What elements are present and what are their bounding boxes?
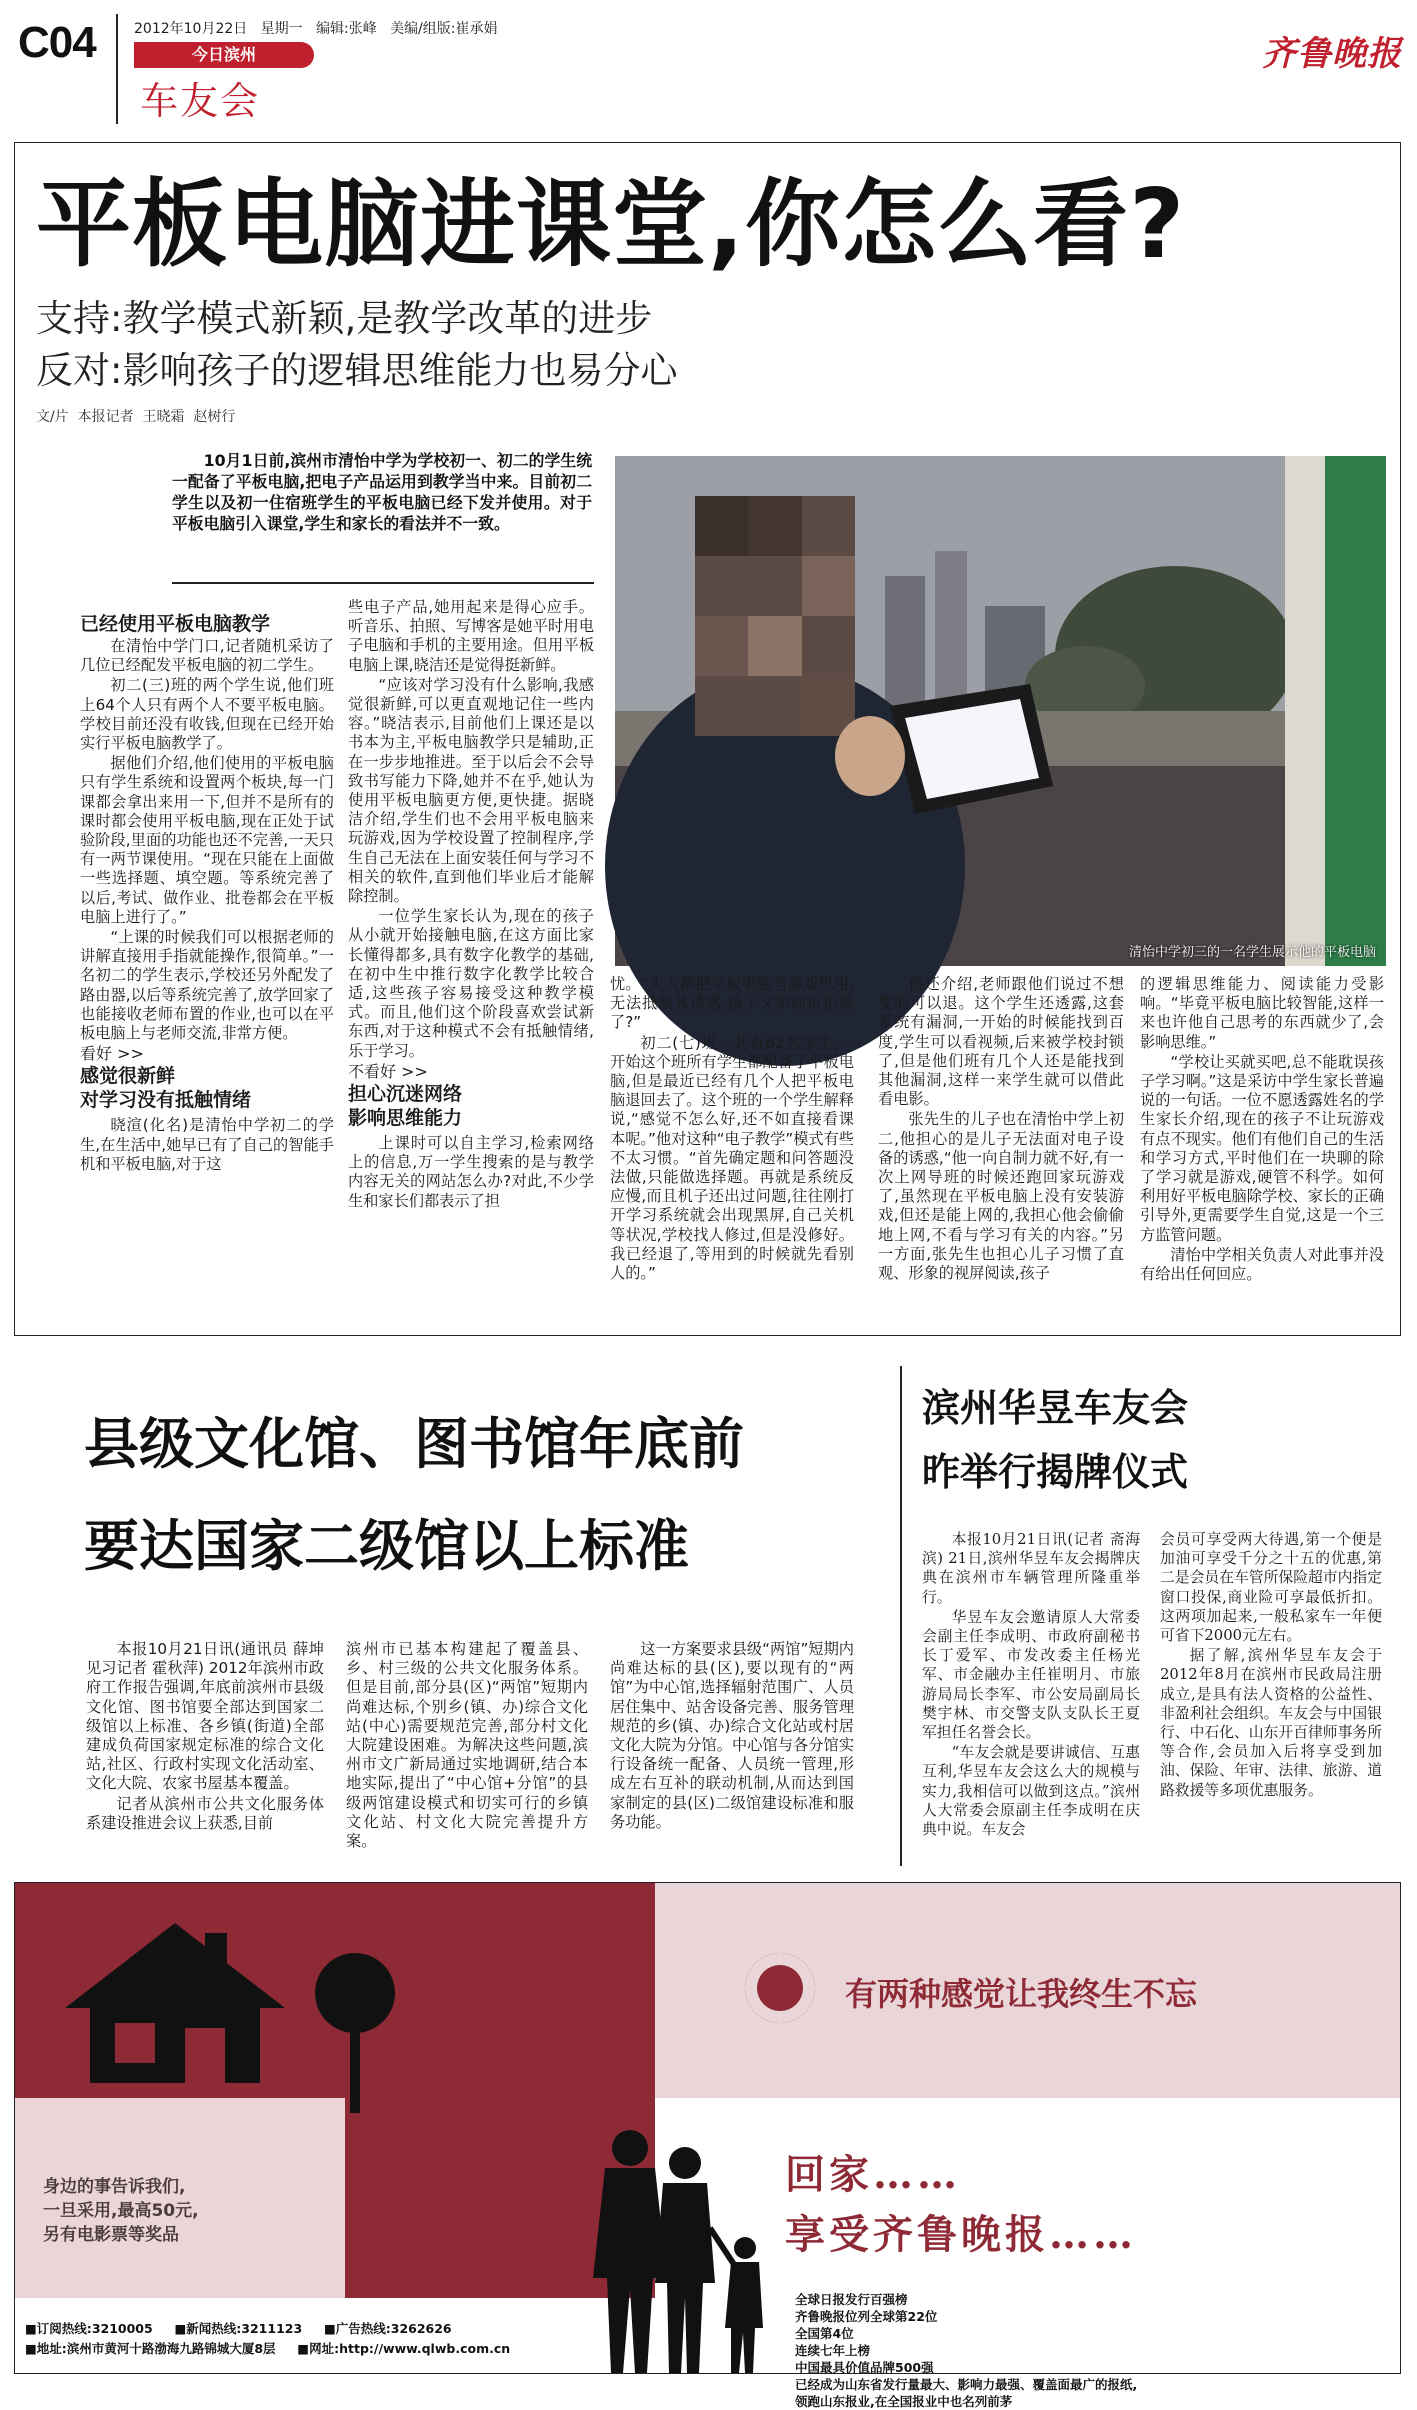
story-tablet-headline: 平板电脑进课堂,你怎么看?: [36, 170, 1186, 280]
subhead-already-using: 已经使用平板电脑教学: [80, 613, 271, 635]
hotline-ads-label: ■广告热线:: [323, 2321, 391, 2336]
story-tablet-col-1: [80, 612, 334, 1175]
paragraph: 这一方案要求县级“两馆”短期内尚难达标的县(区),要以现有的“两馆”为中心馆,选择辐射范围广、人员居住集中、站舍设备完善、服务管理规范的乡(镇、办)综合文化站或村居文化大院为分馆。中心馆与各分馆实行设备统一配备、人员统一管理,形成左右互补的联动机制,从而达到国家制定的县(区)二级馆建设标准和服务功能。: [610, 1640, 854, 1831]
section-name: 车友会: [140, 79, 261, 123]
story-tablet-col-2: [348, 598, 594, 1212]
section-tag: 今日滨州: [134, 42, 314, 68]
ad-bullet: 全球日报发行百强榜: [795, 2292, 908, 2307]
ad-brand-icon: [745, 1953, 815, 2023]
story-tablet-lede: 10月1日前,滨州市清怡中学为学校初一、初二的学生统一配备了平板电脑,把电子产品运用到教学当中来。目前初二学生以及初一住宿班学生的平板电脑已经下发并使用。对于平板电脑引入课堂,学生和家长的看法并不一致。: [172, 451, 592, 533]
story-carclub-divider: [900, 1366, 902, 1866]
story-carclub-col-2: [1160, 1530, 1382, 1801]
photo-scene: [615, 456, 1386, 966]
ad-home-line-1: 回家……: [785, 2151, 961, 2198]
paragraph: 在清怡中学门口,记者随机采访了几位已经配发平板电脑的初二学生。: [80, 637, 334, 675]
subhead-novel: 感觉很新鲜: [80, 1065, 176, 1088]
story-tablet-col-5: [1140, 975, 1384, 1285]
ad-slogan: 有两种感觉让我终生不忘: [845, 1975, 1198, 2013]
ad-bullet: 连续七年上榜: [795, 2343, 871, 2358]
house-icon: [55, 1913, 295, 2093]
label-pessimistic: 不看好 >>: [348, 1061, 428, 1081]
ad-bullet: 中国最具价值品牌500强: [795, 2360, 934, 2375]
ad-footer-contacts: [25, 2319, 510, 2359]
story-tablet-col-3: [610, 975, 854, 1284]
ad-bullet-list: [795, 2291, 1137, 2410]
paragraph: 张先生的儿子也在清怡中学上初二,他担心的是儿子无法面对电子设备的诱惑,“他一向自制力就不好,有一次上网导班的时候还跑回家玩游戏了,虽然现在平板电脑上没有安装游戏,但还是能上网的,我担心他会偷偷地上网,不看与学习有关的内容。”另一方面,张先生也担心儿子习惯了直观、形象的视屏阅读,孩子: [878, 1110, 1124, 1283]
ad-frame: [14, 1882, 1401, 2409]
ad-left-text-2: 一旦采用,最高50元,: [43, 2201, 199, 2221]
photo-hand: [835, 716, 905, 796]
paragraph: 一位学生家长认为,现在的孩子从小就开始接触电脑,在这方面比家长懂得都多,具有数字化教学的基础,在初中生中推行数字化教学比较合适,这些孩子容易接受这种教学模式。而且,他们这个阶段喜欢尝试新东西,对于这种模式不会有抵触情绪,乐于学习。: [348, 907, 594, 1060]
paragraph: 忧。“大人都把平板电脑当游戏机用,无法抵制其诱惑,孩子又如何抗拒得了?”: [610, 975, 854, 1032]
hotline-subscribe: 3210005: [91, 2321, 153, 2336]
website-link[interactable]: http://www.qlwb.com.cn: [339, 2341, 511, 2356]
paragraph: “应该对学习没有什么影响,我感觉很新鲜,可以更直观地记住一些内容。”晓洁表示,目前他们上课还是以书本为主,平板电脑教学只是辅助,正在一步步地推进。至于以后会不会导致书写能力下降,她并不在乎,她认为使用平板电脑更方便,更快捷。据晓洁介绍,学生们也不会用平板电脑来玩游戏,因为学校设置了控制程序,学生自己无法在上面安装任何与学习不相关的软件,直到他们毕业后才能解除控制。: [348, 675, 594, 906]
ad-bullet: 领跑山东报业,在全国报业中也名列前茅: [795, 2394, 1013, 2409]
paragraph: 初二(七)班一共有62名学生,一开始这个班所有学生都配备了平板电脑,但是最近已经有几个人把平板电脑退回去了。这个班的一个学生解释说,“感觉不怎么好,还不如直接看课本呢。”他对这种“电子教学”模式有些不太习惯。“首先确定题和问答题没法做,只能做选择题。再就是系统反应慢,而且机子还出过问题,往往刚打开学习系统就会出现黑屏,自己关机等状况,学校找人修过,但是没修好。我已经退了,等用到的时候就先看别人的。”: [610, 1033, 854, 1283]
paragraph: 本报10月21日讯(记者 斋海滨) 21日,滨州华昱车友会揭牌庆典在滨州市车辆管理所隆重举行。: [922, 1531, 1140, 1606]
subhead-internet-addiction: 担心沉迷网络: [348, 1083, 463, 1106]
story-tablet-deck-oppose: 反对:影响孩子的逻辑思维能力也易分心: [36, 349, 678, 392]
ad-left-text-1: 身边的事告诉我们,: [43, 2177, 186, 2197]
issue-meta: [134, 18, 498, 38]
family-silhouette: [535, 2128, 795, 2373]
story-culture-col-2: [346, 1640, 588, 1852]
ad-home-line-2: 享受齐鲁晚报……: [785, 2211, 1137, 2258]
photo-building: [885, 576, 925, 716]
ad-bullet: 全国第4位: [795, 2326, 854, 2341]
ad-bullet: 齐鲁晚报位列全球第22位: [795, 2309, 938, 2324]
newspaper-logo: 齐鲁晚报: [1262, 34, 1402, 74]
paragraph: 清怡中学相关负责人对此事并没有给出任何回应。: [1140, 1245, 1384, 1284]
story-carclub-col-1: [922, 1530, 1140, 1840]
paragraph: 本报10月21日讯(通讯员 薛坤 见习记者 霍秋萍) 2012年滨州市政府工作报告强调,年底前滨州市县级文化馆、图书馆要全部达到国家二级馆以上标准、各乡镇(街道)全部建成负荷国家规定标准的综合文化站,社区、行政村实现文化活动室、文化大院、农家书屋基本覆盖。: [86, 1640, 324, 1793]
issue-weekday: 星期一: [260, 21, 303, 37]
story-culture-headline-2: 要达国家二级馆以上标准: [84, 1514, 690, 1578]
paragraph: “上课的时候我们可以根据老师的讲解直接用手指就能操作,很简单。”一名初二的学生表示,学校还另外配发了路由器,以后等系统完善了,放学回家了也能接收老师布置的作业,也可以在平板电脑上与老师交流,非常方便。: [80, 928, 334, 1043]
tree-icon: [295, 1943, 415, 2113]
address: 滨州市黄河十路渤海九路锦城大厦8层: [66, 2341, 276, 2356]
story-tablet-col-4: [878, 975, 1124, 1284]
lede-rule: [172, 582, 594, 584]
subhead-no-resistance: 对学习没有抵触情绪: [80, 1089, 252, 1112]
editor-credit: 编辑:张峰: [315, 21, 377, 37]
designer-credit: 美编/组版:崔承娟: [390, 21, 498, 37]
paragraph: 据他们介绍,他们使用的平板电脑只有学生系统和设置两个板块,每一门课都会拿出来用一下,但并不是所有的课时都会使用平板电脑,现在正处于试验阶段,里面的功能也还不完善,一天只有一两节课使用。“现在只能在上面做一些选择题、填空题。等系统完善了以后,考试、做作业、批卷都会在平板电脑上进行了。”: [80, 754, 334, 926]
paragraph: 上课时可以自主学习,检索网络上的信息,万一学生搜索的是与教学内容无关的网站怎么办?对此,不少学生和家长们都表示了担: [348, 1134, 594, 1210]
story-tablet-byline: 文/片 本报记者 王晓霜 赵树行: [36, 409, 236, 425]
paragraph: 记者从滨州市公共文化服务体系建设推进会议上获悉,目前: [86, 1794, 324, 1832]
hotline-subscribe-label: ■订阅热线:: [25, 2321, 92, 2336]
ad-bullet: 已经成为山东省发行量最大、影响力最强、覆盖面最广的报纸,: [795, 2377, 1138, 2392]
paragraph: 些电子产品,她用起来是得心应手。听音乐、拍照、写博客是她平时用电子电脑和手机的主要用途。但用平板电脑上课,晓洁还是觉得挺新鲜。: [348, 598, 594, 674]
story-tablet-deck-support: 支持:教学模式新颖,是教学改革的进步: [36, 297, 653, 340]
story-carclub-headline-1: 滨州华昱车友会: [922, 1386, 1189, 1430]
paragraph: “学校让买就买吧,总不能耽误孩子学习啊。”这是采访中学生家长普遍说的一句话。一位不愿透露姓名的学生家长介绍,现在的孩子不让玩游戏有点不现实。他们有他们自己的生活和学习方式,平时他们在一块聊的除了学习就是游戏,硬管不科学。如何利用好平板电脑除学校、家长的正确引导外,更需要学生自觉,这是一个三方监管问题。: [1140, 1052, 1384, 1244]
subhead-thinking-ability: 影响思维能力: [348, 1107, 463, 1130]
paragraph: 华昱车友会邀请原人大常委会副主任李成明、市政府副秘书长丁爱军、市发改委主任杨光军、市金融办主任崔明月、市旅游局局长李军、市公安局副局长樊宇林、市交警支队支队长王夏军担任名誉会长。: [922, 1608, 1140, 1742]
paragraph: 的逻辑思维能力、阅读能力受影响。“毕竟平板电脑比较智能,这样一来也许他自己思考的东西就少了,会影响思维。”: [1140, 975, 1384, 1051]
paragraph: 他还介绍,老师跟他们说过不想要的可以退。这个学生还透露,这套系统有漏洞,一开始的时候能找到百度,学生可以看视频,后来被学校封锁了,但是他们班有几个人还是能找到其他漏洞,这样一来学生就可以借此看电影。: [878, 975, 1124, 1109]
website-label: ■网址:: [297, 2341, 340, 2356]
paragraph: 初二(三)班的两个学生说,他们班上64个人只有两个人不要平板电脑。学校目前还没有收钱,但现在已经开始实行平板电脑教学了。: [80, 676, 334, 753]
photo-caption: 清怡中学初三的一名学生展示他的平板电脑: [1128, 945, 1376, 960]
hotline-news-label: ■新闻热线:: [174, 2321, 242, 2336]
student-tablet-photo: [615, 456, 1386, 966]
paragraph: 会员可享受两大待遇,第一个便是加油可享受千分之十五的优惠,第二是会员在车管所保险超市内指定窗口投保,商业险可享最低折扣。这两项加起来,一般私家车一年便可省下2000元左右。: [1160, 1531, 1382, 1645]
ad-left-tagline: [43, 2175, 199, 2247]
page-number-divider: [116, 14, 118, 124]
photo-pole: [1285, 456, 1325, 966]
photo-building: [935, 551, 967, 716]
ad-left-text-3: 另有电影票等奖品: [43, 2225, 179, 2245]
paragraph: 滨州市已基本构建起了覆盖县、乡、村三级的公共文化服务体系。但是目前,部分县(区)“两馆”短期内尚难达标,个别乡(镇、办)综合文化站(中心)需要规范完善,部分村文化大院建设困难。为解决这些问题,滨州市文广新局通过实地调研,结合本地实际,提出了“中心馆+分馆”的县级两馆建设模式和切实可行的乡镇文化站、村文化大院完善提升方案。: [346, 1640, 588, 1851]
paragraph: 晓渲(化名)是清怡中学初二的学生,在生活中,她早已有了自己的智能手机和平板电脑,对于这: [80, 1116, 334, 1173]
page-number: C04: [18, 18, 96, 67]
hotline-ads: 3262626: [390, 2321, 452, 2336]
story-carclub-headline-2: 昨举行揭牌仪式: [922, 1450, 1189, 1494]
hotline-news: 3211123: [241, 2321, 303, 2336]
paragraph: “车友会就是要讲诚信、互惠互利,华昱车友会这么大的规模与实力,我相信可以做到这点。”滨州人大常委会原副主任李成明在庆典中说。车友会: [922, 1744, 1140, 1839]
paragraph: 据了解,滨州华昱车友会于2012年8月在滨州市民政局注册成立,是具有法人资格的公益性、非盈利社会组织。车友会与中国银行、中石化、山东开百律师事务所等合作,会员加入后将享受到加油、保险、年审、法律、旅游、道路救援等多项优惠服务。: [1160, 1647, 1382, 1799]
story-culture-headline-1: 县级文化馆、图书馆年底前: [84, 1412, 745, 1476]
issue-date: 2012年10月22日: [134, 21, 248, 37]
story-culture-col-1: [86, 1640, 324, 1834]
label-optimistic: 看好 >>: [80, 1044, 144, 1064]
address-label: ■地址:: [25, 2341, 67, 2356]
story-culture-col-3: [610, 1640, 854, 1833]
